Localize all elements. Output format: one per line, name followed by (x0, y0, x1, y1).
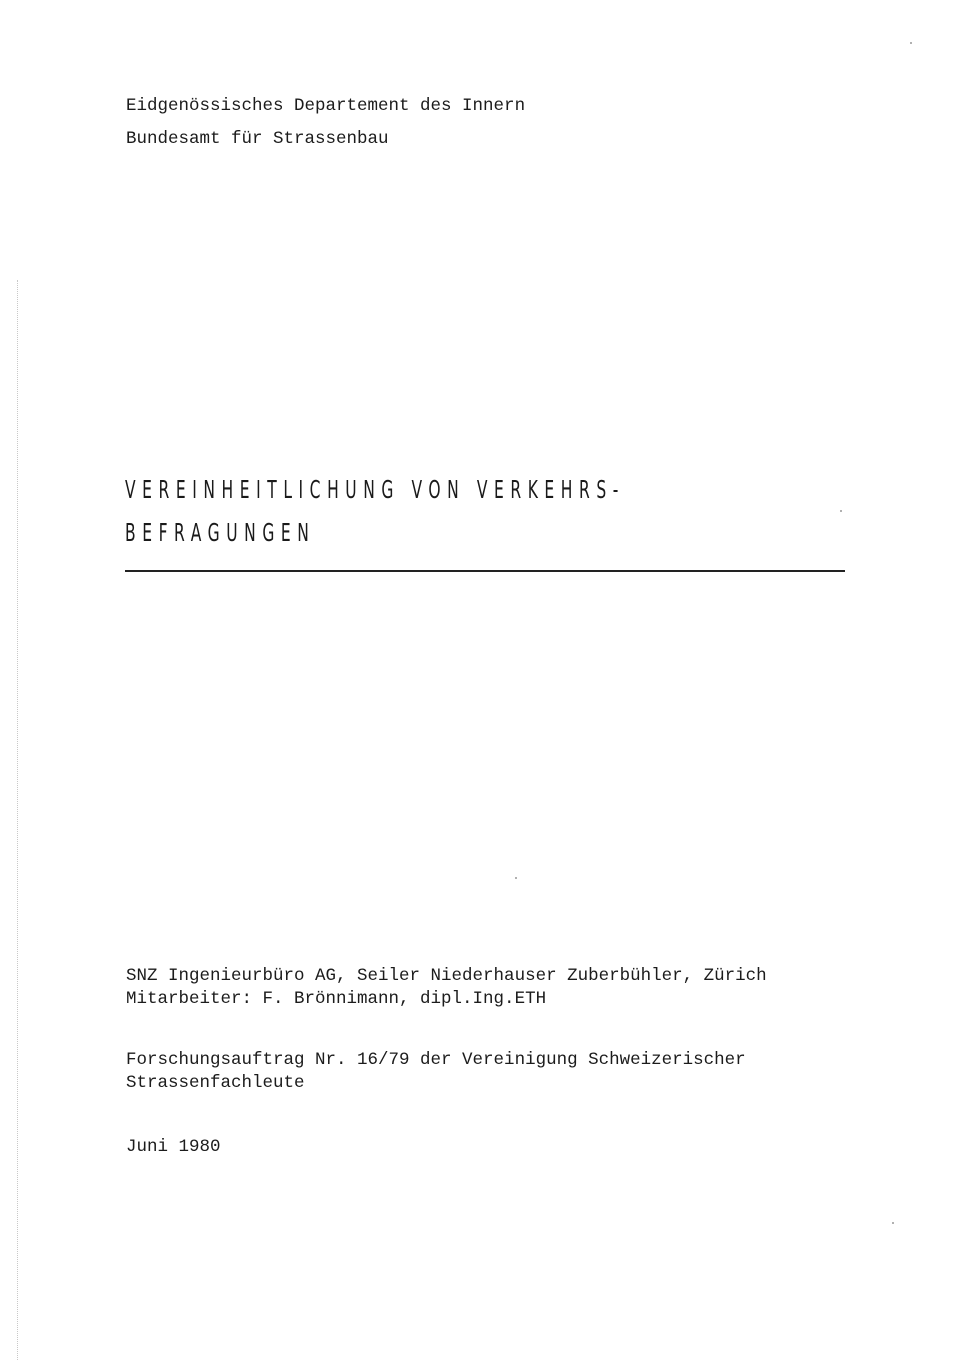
department-name: Eidgenössisches Departement des Innern (126, 96, 526, 116)
scan-speck (515, 877, 517, 879)
scan-speck (910, 42, 912, 44)
document-title-line-1: VEREINHEITLICHUNG VON VERKEHRS- (125, 475, 625, 504)
scan-edge-mark (17, 280, 18, 1360)
research-order-line-2: Strassenfachleute (126, 1073, 305, 1093)
document-title-line-2: BEFRAGUNGEN (125, 518, 316, 547)
author-collaborator: Mitarbeiter: F. Brönnimann, dipl.Ing.ETH (126, 989, 547, 1009)
research-order-line-1: Forschungsauftrag Nr. 16/79 der Vereinigung Schweizerischer (126, 1050, 746, 1070)
publication-date: Juni 1980 (126, 1137, 221, 1157)
author-company: SNZ Ingenieurbüro AG, Seiler Niederhauser Zuberbühler, Zürich (126, 966, 767, 986)
title-underline (125, 570, 845, 572)
scan-speck (840, 510, 842, 512)
scan-speck (892, 1222, 894, 1224)
office-name: Bundesamt für Strassenbau (126, 129, 389, 149)
